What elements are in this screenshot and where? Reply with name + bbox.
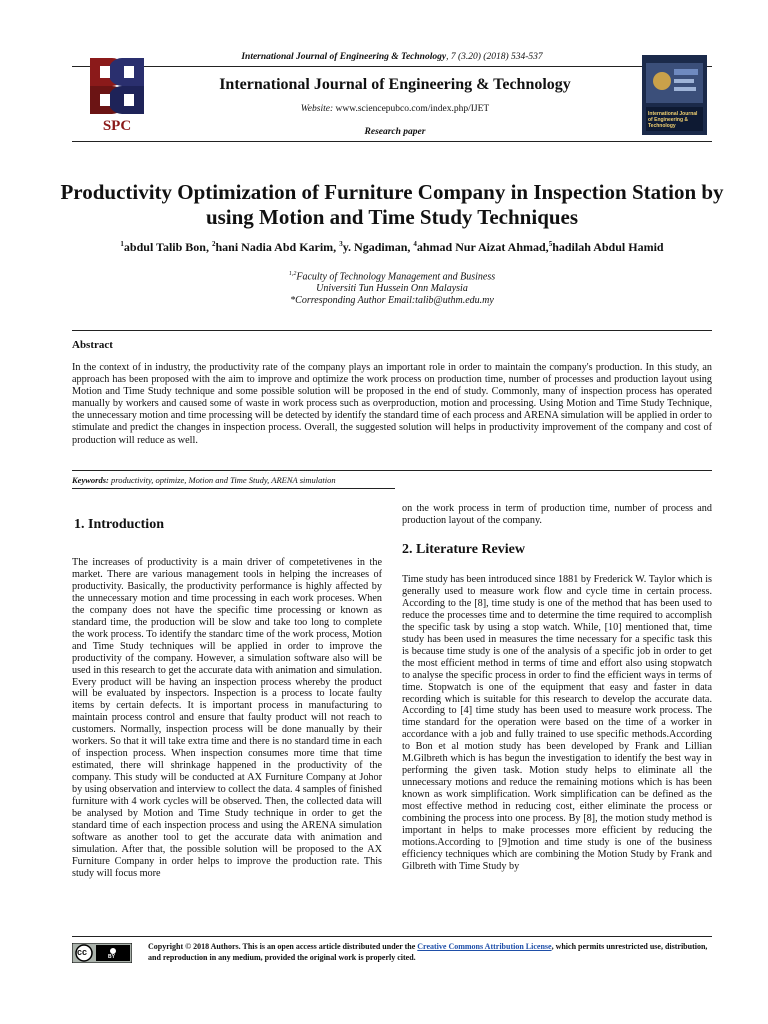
affiliation-block (72, 268, 712, 307)
cc-icon: cc (77, 947, 88, 957)
website-url[interactable]: www.sciencepubco.com/index.php/IJET (335, 104, 490, 114)
author-sup: 2 (211, 240, 216, 248)
author-sup: 3 (339, 240, 343, 248)
journal-cover-image (642, 55, 707, 135)
copyright-notice: Copyright © 2018 Authors. This is an open access article distributed under the Creative Commons Attribution License, which permits unrestricted use, distribution, and reproduction in any medium, provided the original work is properly cited. (148, 942, 708, 962)
cc-license-badge (72, 943, 132, 963)
abstract-rule-bottom (72, 470, 712, 471)
author-name: abdul Talib Bon, (123, 240, 212, 254)
cc-license-link[interactable]: Creative Commons Attribution License (417, 942, 552, 951)
journal-title: International Journal of Engineering & Technology (219, 76, 571, 93)
abstract-text: In the context of in industry, the productivity rate of the company plays an important role in order to maintain the company's production. In this study, an approach has been proposed with the aim to improve and optimize the work process on production time, number of processes and production layout using Motion and Time Study technique and some possible solution will be proposed in the end of study. Commonly, many of inspection process has operated manually by workers and caused some of waste in work process such as overproduction, motion and processing. Using Motion and Time Study Technique, the unnecessary motion and time processing will be detected by identify the standard time of each process and ARENA simulation will be applied in order to stimulate and predict the changes in inspection process. Overall, the suggested solution will helps in productivity improvement of the company and cost of production will reduce as well. (72, 362, 712, 446)
citation-rest: , 7 (3.20) (2018) 534-537 (446, 52, 543, 62)
keywords-text: productivity, optimize, Motion and Time Study, ARENA simulation (110, 475, 336, 485)
header-rule-top (72, 66, 712, 67)
affiliation-line-2: Universiti Tun Hussein Onn Malaysia (316, 283, 468, 295)
cover-text: International Journal of Engineering & Technology (648, 111, 698, 129)
author-sup: 4 (413, 240, 417, 248)
author-sup: 5 (548, 240, 553, 248)
author-name: hadilah Abdul Hamid (552, 240, 664, 254)
author-name: hani Nadia Abd Karim, (215, 240, 340, 254)
by-icon: BY (108, 954, 115, 960)
website-label: Website: (300, 104, 334, 114)
section-1-heading: 1. Introduction (74, 517, 164, 532)
spc-logo-text: SPC (102, 118, 132, 134)
keywords-line (72, 475, 336, 485)
section-1-continued: on the work process in term of production time, number of process and production layout of the company. (402, 503, 712, 526)
affiliation-sup: 1,2 (288, 271, 297, 277)
paper-type: Research paper (364, 127, 426, 137)
website-line (150, 104, 640, 114)
section-1-text: The increases of productivity is a main driver of competetivenes in the market. There are various management tools in helping the increases of productivity. Basically, the productivity performance is highly affected by the unnecessary motion and time processing in each work proceses. When the company does not have the specific time processing or known as standard time, the production will be slow and take too long to complete the work process. To identify the standarc time of the work process, Motion and Time Study techniques will be applied in order to improve the productivity of the company. However, a simulation software also will be used in this research to get the accurate data with animation and simulation. Every product will be having an inspection process whereby the product will be evaluated by inspectors. Inspection is a process to locate faulty items by certain defects. It is important process in manufacturing to maintain process control and ensure that faulty product will not reach to customers. Normally, inspection process will be done manually by their workers. So that it will take extra time and there is no standard time in each of inspection process. When inspection consumes more time that time estimated, there will shrinkage happened in the productivity of the company. This study will be conducted at AX Furniture Company at Johor by using observation and interview to collect the data. 4 samples of finished furniture with 4 work cycles will be observed. Then, the collected data will be analysed by Motion and Time Study technique in order to get the standard time of each inspection process and using the ARENA simulation software as another tool to get the accurate data with animation and simulation. After that, the possible solution will be proposed to the AX Furniture Company in order helps to improve the production rate. This study will focus more (72, 557, 382, 879)
author-sup: 1 (120, 240, 124, 248)
keywords-label: Keywords: (72, 475, 109, 485)
abstract-heading: Abstract (72, 339, 113, 351)
abstract-rule-top (72, 330, 712, 331)
section-2-text: Time study has been introduced since 1881 by Frederick W. Taylor which is generally used to measure work flow and cycle time in certain process. According to the [8], time study is one of the method that has been used to reduce the processes time and to determine the time required to accomplish the specific task by using a stop watch. While, [10] mentioned that, time study has been used in measures the time necessary for a specific task this is because time study is one of the analysis of a specific job in order to get the most efficient method in terms of time and effort also using stopwatch to analyse the specific process in order to find the efficient ways in terms of time. Stopwatch is one of the equipment that easy and faster in data recording which is suitable for this research to develop the accurate data. According to [4] time study has been used to measure work process. The time standard for the operation were based on the time of a worker in accordance with a job and fully trained to use specific methods.According to Bon et al motion study has been developed by Frank and Lillian M.Gilbreth which is has begun the investigation to identify the best way in performing the given task. Motion study helps to eliminate all the unnecessary motions and reduce the remaining motions which is has been known as work simplification. Work simplification can be defined as the most effective method in reducing cost, either eliminate the process or combining the process into one process. By [8], the motion study method is important in helps to make processes more efficient by reducing the motions.According to [9]motion and time study is one of the business efficiency techniques which are combining the Motion Study by Frank and Gilbreth with Time Study by (402, 574, 712, 872)
citation-journal: International Journal of Engineering & Technology (241, 52, 447, 62)
author-name: ahmad Nur Aizat Ahmad, (416, 240, 549, 254)
keywords-rule (72, 488, 395, 489)
affiliation-line-1: $^{1,2}$Faculty of Technology Management and Business (288, 271, 496, 283)
corresponding-author: *Corresponding Author Email:talib@uthm.edu.my (290, 295, 494, 307)
section-2-heading: 2. Literature Review (402, 542, 525, 557)
paper-title: Productivity Optimization of Furniture Company in Inspection Station by using Motion and Time Study Techniques (60, 180, 724, 229)
spc-logo (82, 54, 152, 138)
header-rule-bottom (72, 141, 712, 142)
author-list (60, 240, 724, 255)
author-name: y. Ngadiman, (342, 240, 414, 254)
footer-rule (72, 936, 712, 937)
citation-line (72, 52, 712, 62)
